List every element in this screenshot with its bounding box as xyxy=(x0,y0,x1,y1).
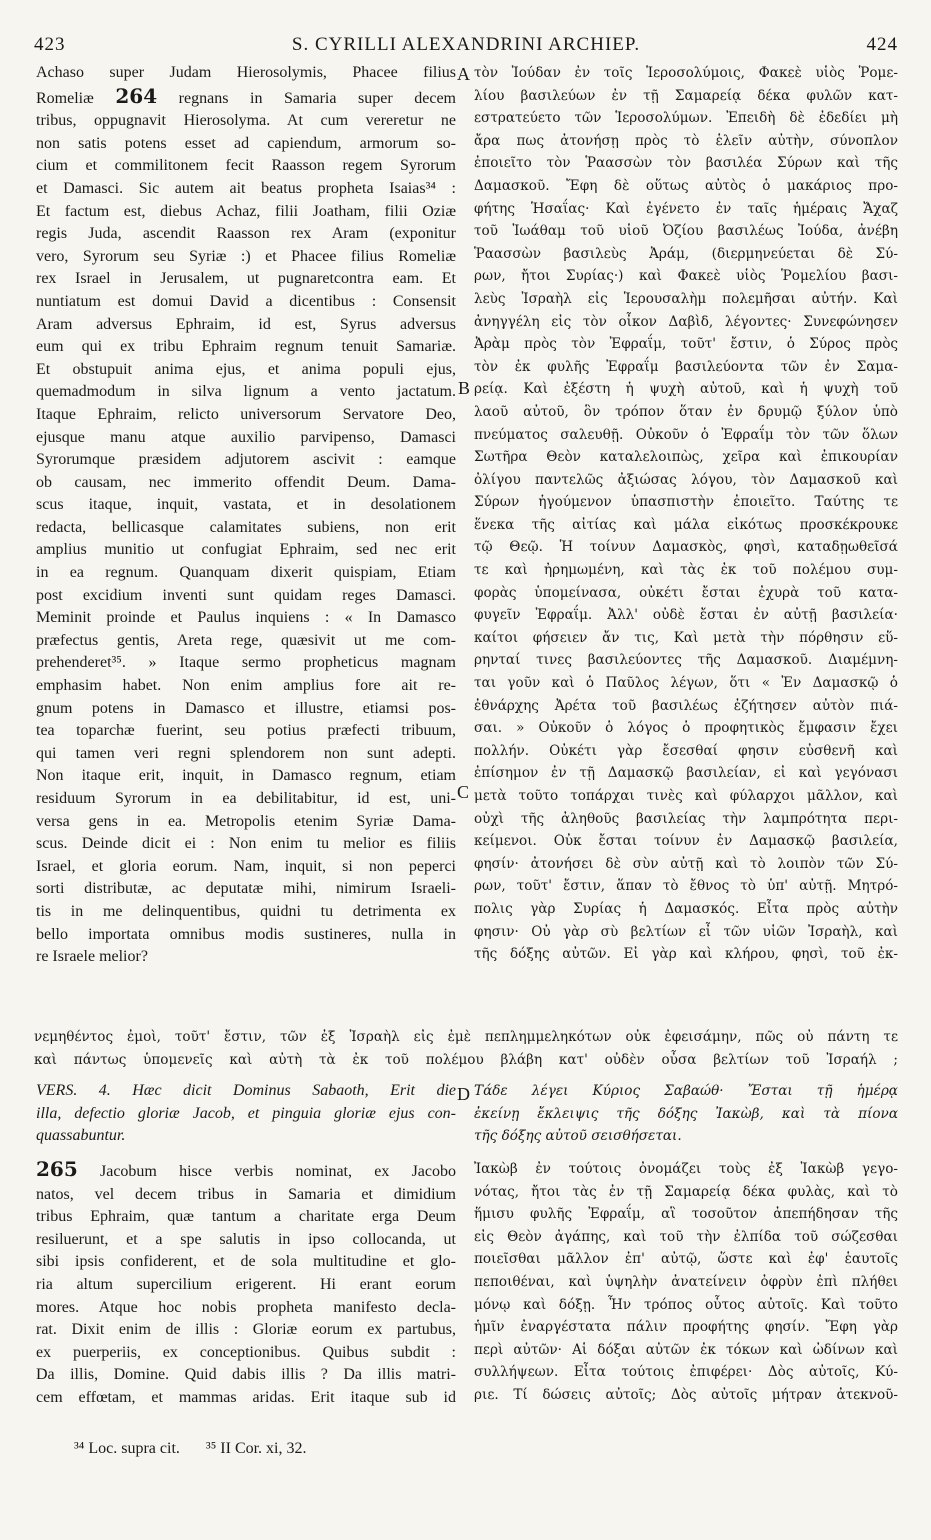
text-line: rat. Dixit enim de illis : Gloriæ eorum ex partubus, xyxy=(36,1321,456,1339)
text-line: ρων, τοῦτ' ἔστιν, ἅπαν τὸ ἔθνος τὸ ὑπ' αὐτῇ. Μητρό- xyxy=(474,878,898,895)
text-line: Achaso super Judam Hierosolymis, Phacee filius xyxy=(36,64,456,81)
text-line: scus itaque, inquit, vastata, et in desolationem xyxy=(36,496,456,514)
text-line: residuum Syrorum in ea debilitabitur, id est, uni- xyxy=(36,790,456,807)
text-line: re Israele melior? xyxy=(36,948,148,966)
footnote-34: ³⁴ Loc. supra cit. xyxy=(74,1440,180,1457)
text-line: quassabuntur. xyxy=(36,1127,126,1145)
text-line: τῷ Θεῷ. Ἡ τοίνυν Δαμασκὸς, φησὶ, καταδῃωθεῖσά xyxy=(474,539,898,556)
text-line: ejusque manu atque auxilio parvipenso, Damasci xyxy=(36,428,456,446)
text-line: vero, Syrorum seu Syriæ :) et Phacee filius Romeliæ xyxy=(36,247,456,265)
greek-full-line-2: καὶ πάντως ὑπομενεῖς καὶ αὐτὴ τὰ ἐκ τοῦ πολέμου βλάβη κατ' οὐδὲν οὖσα βελτίων τοῦ Ἰσραήλ ; xyxy=(34,1052,898,1068)
text-line: Aram adversus Ephraim, id est, Syrus adversus xyxy=(36,315,456,333)
text-line: Itaque Ephraim, relicto universorum Servatore Deo, xyxy=(36,405,456,423)
text-line: Δαμασκοῦ. Ἔφη δὲ οὕτως αὐτὸς ὁ μακάριος προ- xyxy=(474,177,898,194)
verse-heading-latin xyxy=(36,1080,456,1148)
text-line: ρηνταί τινες βασιλεύοντες τῆς Δαμασκοῦ. Διαμέμνη- xyxy=(474,652,898,669)
text-line: κείμενοι. Οὐκ ἔσται τοίνυν ἐν Δαμασκῷ βασιλεία, xyxy=(474,833,898,850)
text-line: πολις γὰρ Συρίας ἡ Δαμασκός. Εἶτα πρὸς αὐτὴν xyxy=(474,900,898,917)
text-line: eum qui ex tribu Ephraim regnum tenuit Samariæ. xyxy=(36,338,456,356)
text-line: ἐπίσημον ἐν τῇ Δαμασκῷ βασιλείαν, εἰ καὶ γεγόνασι xyxy=(474,765,898,782)
text-line: cium et commilitonem fecit Raasson regem Syrorum xyxy=(36,157,456,175)
text-line: Et obstupuit anima ejus, et anima populi ejus, xyxy=(36,360,456,378)
text-line: Syrorumque præsidem adjutorem ascivit : eamque xyxy=(36,451,456,469)
text-line: ὀλίγου παντελῶς ἀξιώσας λόγου, τὸν Δαμασκοῦ καὶ xyxy=(474,471,898,488)
text-line: regis Juda, ascendit Raasson rex Aram (exponitur xyxy=(36,225,456,243)
text-line: Meminit proinde et Paulus inquiens : « In Damasco xyxy=(36,609,456,627)
text-line: bello importata omnibus modis sustineres, nulla in xyxy=(36,925,456,943)
page-number-left: 423 xyxy=(34,34,66,55)
margin-marker-a: A xyxy=(457,64,470,84)
text-line: εἰς Θεὸν ἀγάπης, καὶ τοῦ τὴν ἐλπίδα τοῦ σώζεσθαι xyxy=(474,1228,898,1245)
text-line: Σωτῆρα Θεὸν καταλελοιπὼς, χεῖρα καὶ ἐπικουρίαν xyxy=(474,449,898,466)
footnotes xyxy=(74,1440,329,1458)
page-header xyxy=(34,34,898,58)
text-line: VERS. 4. Hæc dicit Dominus Sabaoth, Erit die xyxy=(36,1082,456,1099)
text-line: emphasim habet. Non enim amplius fore ait re- xyxy=(36,677,456,695)
text-line: τὸν Ἰούδαν ἐν τοῖς Ἱεροσολύμοις, Φακεὲ υἱὸς Ῥομε- xyxy=(474,65,898,81)
text-line: Non itaque erit, inquit, in Damasco regnum, etiam xyxy=(36,767,456,785)
text-line: illa, defectio gloriæ Jacob, et pinguia gloriæ ejus con- xyxy=(36,1104,456,1122)
text-line: in ea regnum. Quanquam dixerit quispiam, Etiam xyxy=(36,564,456,582)
text-line: περὶ αὐτῶν· Αἱ δόξαι αὐτῶν ἐκ τόκων καὶ ὠδίνων καὶ xyxy=(474,1341,898,1358)
text-line: τῆς δόξης αὐτοῦ σεισθήσεται. xyxy=(474,1128,682,1145)
text-line: συλλήψεων. Εἶτα τούτοις ἐπιφέρει· Δὸς αὐτοῖς, Κύ- xyxy=(474,1364,898,1381)
text-line: resiluerunt, et a spe salutis in ipso collocanda, ut xyxy=(36,1230,456,1248)
text-line: φυγεῖν Ἐφραΐμ. Ἀλλ' οὐδὲ ἔσται ἐν αὐτῇ βασιλεία· xyxy=(474,607,898,624)
text-line: quemadmodum in silva lignum a vento jactatum. xyxy=(36,383,456,401)
margin-marker-d: D xyxy=(457,1084,470,1104)
text-line: tis in me delinquentibus, quidni tu detrimenta ex xyxy=(36,902,456,920)
text-line: cem effœtam, et mammas aridas. Erit itaque sub id xyxy=(36,1388,456,1406)
margin-marker-b: B xyxy=(458,378,471,398)
text-line: ἕνεκα τῆς αἰτίας καὶ μάλα εἰκότως προσκέκρουκε xyxy=(474,516,898,533)
text-line: λαοῦ αὐτοῦ, ὃν τρόπον ὅταν ἐν δρυμῷ ξύλον ὑπὸ xyxy=(474,403,898,420)
text-line: ἀνηγγέλη εἰς τὸν οἶκον Δαβὶδ, λέγοντες· Συνεφώνησεν xyxy=(474,313,898,330)
text-line: sorti distributæ, ac deputatæ mihi, nimirum Israeli- xyxy=(36,880,456,898)
text-line: mores. Atque hoc nobis propheta manifesto decla- xyxy=(36,1298,456,1316)
latin-column-bottom xyxy=(36,1158,456,1410)
text-line: natos, vel decem tribus in Samaria et dimidium xyxy=(36,1185,456,1203)
text-line: τῆς δόξης αὐτῶν. Εἰ γὰρ καὶ κλήρου, φησὶ, τοῦ ἐκ- xyxy=(474,946,898,963)
text-line: ται γοῦν καὶ ὁ Παῦλος λέγων, ὅτι « Ἐν Δαμασκῷ ὁ xyxy=(474,675,898,692)
footnote-35: ³⁵ II Cor. xi, 32. xyxy=(205,1440,307,1457)
text-line: tea toparchæ fuerint, seu potius præfecti tribuum, xyxy=(36,722,456,740)
text-line: ποιεῖσθαι μᾶλλον ἐπ' αὐτῷ, ὥστε καὶ ἐφ' ἑαυτοῖς xyxy=(474,1251,898,1268)
text-line: rex Israel in Jerusalem, ut pugnaretcontra eam. Et xyxy=(36,270,456,288)
text-line: οὐχὶ τῆς ἀληθοῦς βασιλείας τὴν λαμπρότητα περι- xyxy=(474,810,898,827)
text-line: versa gens in ea. Metropolis etenim Syriæ Dama- xyxy=(36,812,456,830)
text-line: μετὰ τοῦτο τοπάρχαι τινὲς καὶ φύλαρχοι μᾶλλον, καὶ xyxy=(474,788,898,804)
text-line: 265 Jacobum hisce verbis nominat, ex Jacobo xyxy=(36,1158,456,1181)
verse-heading-greek xyxy=(474,1080,898,1148)
text-line: σαι. » Οὐκοῦν ὁ λόγος ὁ προφητικὸς ἔμφασιν ἔχει xyxy=(474,720,898,737)
text-line: ἐκείνῃ ἔκλειψις τῆς δόξης Ἰακὼβ, καὶ τὰ πίονα xyxy=(474,1105,898,1122)
text-line: præfectus gentis, Areta rege, quæsivit ut me com- xyxy=(36,631,456,649)
text-line: prehenderet³⁵. » Itaque sermo propheticus magnam xyxy=(36,654,456,672)
text-line: ριε. Τί δώσεις αὐτοῖς; Δὸς αὐτοῖς μήτραν ἀτεκνοῦ- xyxy=(474,1386,898,1403)
text-line: ἥμισυ φυλῆς Ἐφραΐμ, αἳ τοσοῦτον ἀπεπήδησαν τῆς xyxy=(474,1206,898,1223)
text-line: Σύρων ἡγούμενον ὑπασπιστὴν ἐποιεῖτο. Ταύτης τε xyxy=(474,494,898,511)
text-line: Romeliæ 264 regnans in Samaria super decem xyxy=(36,84,456,108)
text-line: πνεύματος σαλευθῇ. Οὐκοῦν ὁ Ἐφραΐμ τὸν τῶν ὅλων xyxy=(474,426,898,443)
text-line: εστρατεύετο τῶν Ἱεροσολύμων. Ἐπειδὴ δὲ ἐδεδίει μὴ xyxy=(474,110,898,127)
text-line: ρείᾳ. Καὶ ἐξέστη ἡ ψυχὴ αὐτοῦ, καὶ ἡ ψυχὴ τοῦ xyxy=(474,381,898,398)
greek-column-top xyxy=(474,62,898,966)
text-line: πολλήν. Οὐκέτι γὰρ ἔσεσθαί φησιν εὐσθενῆ καὶ xyxy=(474,742,898,759)
text-line: τοῦ Ἰωάθαμ τοῦ υἱοῦ Ὀζίου βασιλέως Ἰούδα, ἀνέβη xyxy=(474,223,898,240)
text-line: nuntiatum est domui David a dicentibus : Consensit xyxy=(36,292,456,310)
text-line: Τάδε λέγει Κύριος Σαβαώθ· Ἔσται τῇ ἡμέρᾳ xyxy=(474,1083,898,1099)
text-line: ἡμῖν ἐναργέστατα πάλιν προφήτης φησίν. Ἔφη γὰρ xyxy=(474,1319,898,1336)
text-line: τὸν ἐκ φυλῆς Ἐφραΐμ βασιλεύοντα τῶν ἐν Σαμα- xyxy=(474,358,898,375)
text-line: et Damasci. Sic autem ait beatus propheta Isaias³⁴ : xyxy=(36,179,456,197)
text-line: ἄρα πως ἀτονήσῃ πρὸς τὸ ἑλεῖν αὐτὴν, σύνοπλον xyxy=(474,132,898,149)
text-line: gnum potens in Damasco et illustre, etiamsi pos- xyxy=(36,699,456,717)
text-line: νότας, ἤτοι τὰς ἐν τῇ Σαμαρείᾳ δέκα φυλὰς, καὶ τὸ xyxy=(474,1183,898,1200)
text-line: amplius munitio ut confugiat Ephraim, sed nec erit xyxy=(36,541,456,559)
text-line: φησίν· ἀτονήσει δὲ σὺν αὐτῇ καὶ τὸ λοιπὸν τῶν Σύ- xyxy=(474,855,898,872)
text-line: ρων, ἤτοι Συρίας·) καὶ Φακεὲ υἱὸς Ῥομελίου βασι- xyxy=(474,268,898,285)
text-line: Ῥαασσὼν βασιλεὺς Ἀράμ, (διερμηνεύεται δὲ Σύ- xyxy=(474,245,898,262)
text-line: φησιν· Οὐ γὰρ σὺ βελτίων εἶ τῶν υἱῶν Ἰσραὴλ, καὶ xyxy=(474,923,898,940)
text-line: tribus Ephraim, quæ tantum a charitate erga Deum xyxy=(36,1208,456,1226)
text-line: post excidium inventi sunt quidam reges Damasci. xyxy=(36,586,456,604)
text-line: μόνῳ καὶ δόξῃ. Ἦν τρόπος οὗτος αὐτοῖς. Καὶ τοῦτο xyxy=(474,1296,898,1313)
text-line: ἐποιεῖτο τὸν Ῥαασσὼν τὸν βασιλέα Σύρων καὶ τῆς xyxy=(474,155,898,172)
margin-marker-c: C xyxy=(457,782,470,802)
text-line: scus. Deinde dicit ei : Non enim tu melior es filiis xyxy=(36,835,456,853)
text-line: ob causam, nec immerito offendit Deum. Dama- xyxy=(36,473,456,491)
text-line: φήτης Ἡσαΐας· Καὶ ἐγένετο ἐν ταῖς ἡμέραις Ἄχαζ xyxy=(474,200,898,217)
text-line: non satis potens esset ad capiendum, armorum so- xyxy=(36,134,456,152)
running-title: S. CYRILLI ALEXANDRINI ARCHIEP. xyxy=(291,34,641,55)
paragraph-number: 264 xyxy=(115,84,158,108)
text-line: redacta, bellicasque calamitates subiens, non erit xyxy=(36,518,456,536)
text-line: Ἀρὰμ πρὸς τὸν Ἐφραΐμ, τοῦτ' ἔστιν, ὁ Σύρος πρὸς xyxy=(474,336,898,353)
page-number-right: 424 xyxy=(866,34,898,55)
text-line: ria altum supercilium erigerent. Hi erant eorum xyxy=(36,1275,456,1293)
text-line: Ἰακὼβ ἐν τούτοις ὀνομάζει τοὺς ἐξ Ἰακὼβ γεγο- xyxy=(474,1161,898,1177)
text-line: tribus, oppugnavit Hierosolyma. At cum vereretur ne xyxy=(36,112,456,130)
text-line: sibi ipsis confiderent, et de sola multitudine et glo- xyxy=(36,1253,456,1271)
text-line: ἐθνάρχης Ἀρέτα τοῦ βασιλέως ἐζήτησεν αὐτὸν πιά- xyxy=(474,697,898,714)
greek-column-bottom xyxy=(474,1158,898,1407)
text-line: φορὰς ὑπομείνασα, οὐκέτι ἔσται ἐχυρὰ τοῦ κατα- xyxy=(474,584,898,601)
greek-full-line-1: νεμηθέντος ἐμοὶ, τοῦτ' ἔστιν, τῶν ἐξ Ἰσραὴλ εἰς ἐμὲ πεπλημμεληκότων οὐκ ἐφεισάμην, πῶς οὐ πάντη τε xyxy=(34,1029,898,1045)
text-line: πεποιθέναι, καὶ ὑψηλὴν ἀνατείνειν ὀφρὺν ἐπὶ πλήθει xyxy=(474,1273,898,1290)
text-line: Et factum est, diebus Achaz, filii Joatham, filii Oziæ xyxy=(36,202,456,220)
text-line: λεὺς Ἰσραὴλ εἰς Ἱερουσαλὴμ πολεμῆσαι αὐτήν. Καὶ xyxy=(474,290,898,307)
latin-column-top xyxy=(36,62,456,969)
text-line: καίτοι φήσειεν ἄν τις, Καὶ μετὰ τὴν πόρθησιν εὕ- xyxy=(474,629,898,646)
text-line: ex puerperiis, ex conceptionibus. Quibus subdit : xyxy=(36,1343,456,1361)
text-line: qui tamen veri regni splendorem non sunt adepti. xyxy=(36,744,456,762)
text-line: Da illis, Domine. Quid dabis illis ? Da illis matri- xyxy=(36,1366,456,1384)
text-line: λίου βασιλεύων ἐν τῇ Σαμαρείᾳ δέκα φυλῶν κατ- xyxy=(474,87,898,104)
text-line: τε καὶ ἠρημωμένη, καὶ τὰς ἐκ τοῦ πολέμου συμ- xyxy=(474,562,898,579)
paragraph-number: 265 xyxy=(36,1158,78,1181)
text-line: Israel, et gloria eorum. Nam, inquit, si non peperci xyxy=(36,857,456,875)
